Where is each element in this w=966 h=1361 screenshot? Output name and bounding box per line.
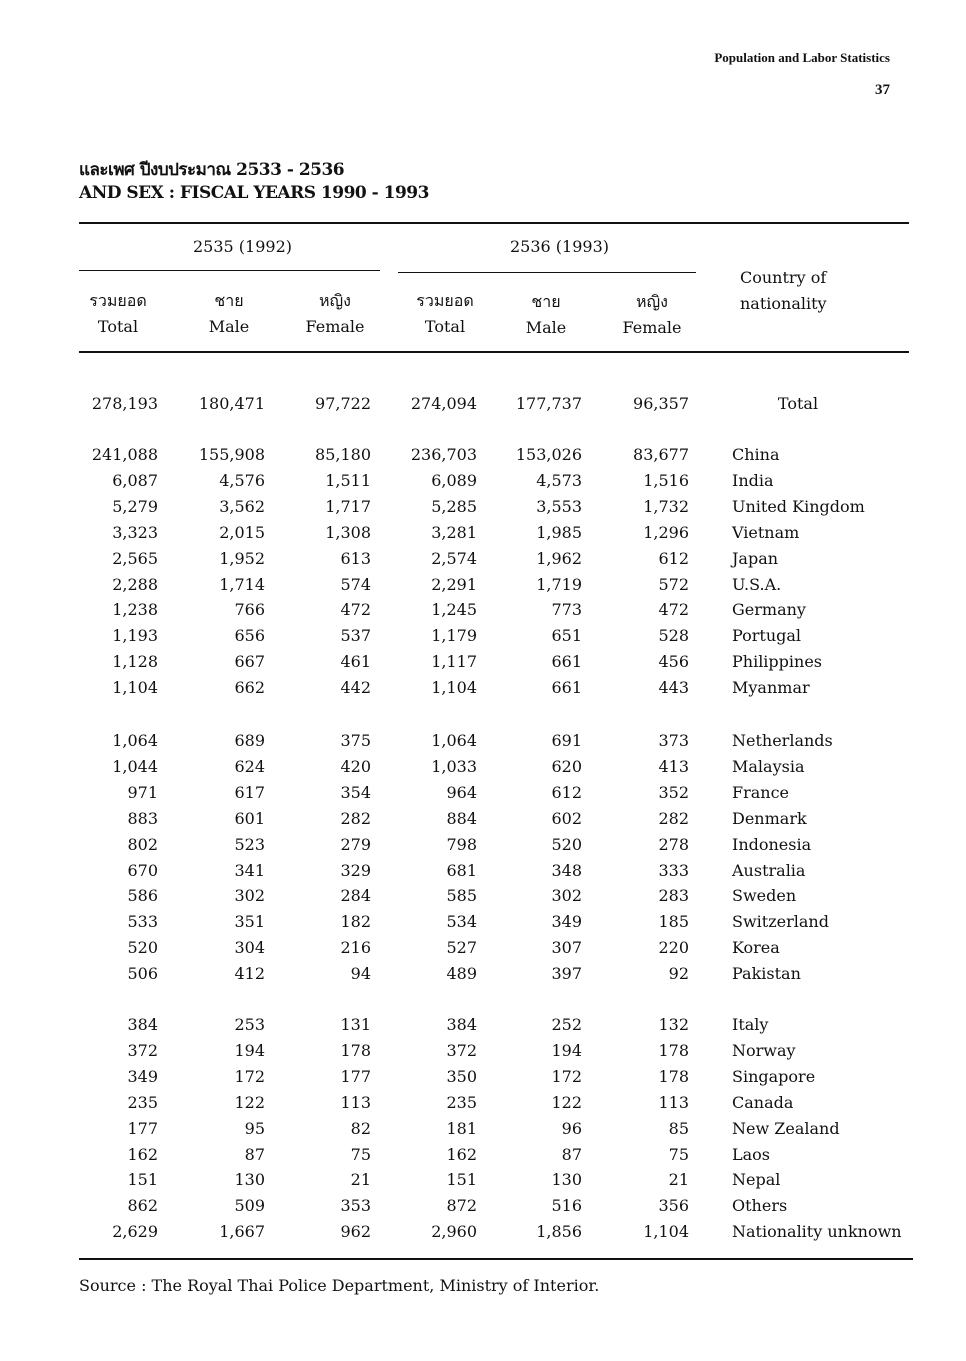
table-cell: 528 — [658, 626, 689, 646]
table-cell: 113 — [658, 1092, 689, 1112]
table-row — [0, 600, 966, 626]
country-label: Singapore — [732, 1066, 816, 1086]
table-cell: 194 — [234, 1040, 265, 1060]
header-rule — [79, 351, 909, 353]
table-cell: 282 — [340, 808, 371, 828]
table-cell: 964 — [446, 782, 477, 802]
table-cell: 307 — [551, 938, 582, 958]
table-cell: 2,015 — [219, 522, 265, 542]
table-row — [0, 1067, 966, 1093]
table-cell: 624 — [234, 756, 265, 776]
table-cell: 773 — [551, 600, 582, 620]
year-group-1992: 2535 (1992) — [193, 237, 293, 256]
table-cell: 373 — [658, 731, 689, 750]
table-cell: 691 — [551, 731, 582, 750]
table-cell: 802 — [127, 834, 158, 854]
table-cell: 884 — [446, 808, 477, 828]
table-cell: 1,033 — [431, 756, 477, 776]
table-cell: 83,677 — [633, 445, 689, 464]
country-label: Myanmar — [732, 678, 810, 698]
table-row — [0, 471, 966, 497]
source-note: Source : The Royal Thai Police Department, Ministry of Interior. — [79, 1276, 600, 1295]
table-cell: 2,629 — [112, 1222, 158, 1242]
country-label: Italy — [732, 1015, 769, 1034]
country-label: China — [732, 445, 780, 464]
country-label: Philippines — [732, 652, 823, 672]
table-cell: 356 — [658, 1196, 689, 1216]
table-cell: 472 — [340, 600, 371, 620]
table-cell: 1,179 — [431, 626, 477, 646]
col-head-thai: รวมยอด — [89, 291, 147, 310]
table-cell: 413 — [658, 756, 689, 776]
table-cell: 162 — [127, 1144, 158, 1164]
table-cell: 352 — [658, 782, 689, 802]
country-label: Korea — [732, 938, 780, 958]
table-cell: 3,281 — [431, 522, 477, 542]
table-cell: 341 — [234, 860, 265, 880]
table-cell: 872 — [446, 1196, 477, 1216]
table-cell: 1,717 — [325, 496, 371, 516]
table-cell: 151 — [446, 1170, 477, 1190]
year-group-1993: 2536 (1993) — [510, 237, 610, 256]
table-cell: 348 — [551, 860, 582, 880]
table-cell: 1,667 — [219, 1222, 265, 1242]
table-cell: 798 — [446, 834, 477, 854]
table-cell: 177,737 — [515, 394, 582, 413]
table-cell: 1,044 — [112, 756, 158, 776]
table-row — [0, 1119, 966, 1145]
table-row — [0, 835, 966, 861]
table-cell: 82 — [350, 1118, 371, 1138]
col-head-eng: Total — [97, 317, 139, 336]
table-cell: 412 — [234, 964, 265, 984]
table-cell: 235 — [127, 1092, 158, 1112]
table-cell: 155,908 — [198, 445, 265, 464]
table-cell: 236,703 — [410, 445, 477, 464]
table-cell: 151 — [127, 1170, 158, 1190]
table-cell: 520 — [127, 938, 158, 958]
table-cell: 354 — [340, 782, 371, 802]
table-cell: 651 — [551, 626, 582, 646]
col-head-country-line: nationality — [740, 294, 827, 313]
table-cell: 1,985 — [536, 522, 582, 542]
table-cell: 670 — [127, 860, 158, 880]
table-cell: 1,516 — [643, 470, 689, 490]
col-head-eng: Female — [305, 317, 365, 336]
table-cell: 302 — [234, 886, 265, 906]
table-cell: 252 — [551, 1015, 582, 1034]
country-label: Total — [777, 394, 819, 413]
table-cell: 85,180 — [315, 445, 371, 464]
col-head-total-1992 — [80, 288, 156, 340]
table-cell: 178 — [658, 1040, 689, 1060]
country-label: Australia — [732, 860, 806, 880]
table-cell: 220 — [658, 938, 689, 958]
table-cell: 523 — [234, 834, 265, 854]
table-row — [0, 938, 966, 964]
table-cell: 132 — [658, 1015, 689, 1034]
col-head-eng: Female — [622, 318, 682, 337]
table-cell: 2,960 — [431, 1222, 477, 1242]
table-cell: 182 — [340, 912, 371, 932]
table-cell: 113 — [340, 1092, 371, 1112]
table-cell: 96,357 — [633, 394, 689, 413]
table-cell: 1,719 — [536, 574, 582, 594]
country-label: Norway — [732, 1040, 796, 1060]
table-cell: 4,573 — [536, 470, 582, 490]
table-cell: 75 — [350, 1144, 371, 1164]
table-cell: 1,064 — [431, 731, 477, 750]
table-row — [0, 1015, 966, 1041]
country-label: New Zealand — [732, 1118, 840, 1138]
table-cell: 4,576 — [219, 470, 265, 490]
table-cell: 971 — [127, 782, 158, 802]
table-cell: 177 — [340, 1066, 371, 1086]
table-cell: 2,291 — [431, 574, 477, 594]
table-cell: 153,026 — [515, 445, 582, 464]
table-cell: 1,128 — [112, 652, 158, 672]
country-label: Pakistan — [732, 964, 801, 984]
table-cell: 185 — [658, 912, 689, 932]
table-cell: 372 — [127, 1040, 158, 1060]
table-cell: 122 — [551, 1092, 582, 1112]
table-row — [0, 1170, 966, 1196]
table-cell: 282 — [658, 808, 689, 828]
table-cell: 613 — [340, 548, 371, 568]
col-head-thai: หญิง — [319, 291, 351, 310]
table-cell: 489 — [446, 964, 477, 984]
bottom-rule — [79, 1258, 913, 1260]
table-cell: 350 — [446, 1066, 477, 1086]
table-cell: 442 — [340, 678, 371, 698]
table-cell: 180,471 — [198, 394, 265, 413]
table-cell: 612 — [551, 782, 582, 802]
country-label: France — [732, 782, 790, 802]
col-head-thai: หญิง — [636, 292, 668, 311]
table-cell: 617 — [234, 782, 265, 802]
table-cell: 1,117 — [431, 652, 477, 672]
table-cell: 456 — [658, 652, 689, 672]
table-cell: 661 — [551, 652, 582, 672]
table-row — [0, 1196, 966, 1222]
table-cell: 172 — [234, 1066, 265, 1086]
table-cell: 3,553 — [536, 496, 582, 516]
table-cell: 278 — [658, 834, 689, 854]
col-head-female-1992 — [300, 288, 370, 340]
top-rule — [79, 222, 909, 224]
table-cell: 75 — [668, 1144, 689, 1164]
table-cell: 96 — [561, 1118, 582, 1138]
table-cell: 162 — [446, 1144, 477, 1164]
table-cell: 274,094 — [410, 394, 477, 413]
table-cell: 689 — [234, 731, 265, 750]
table-row — [0, 575, 966, 601]
table-cell: 397 — [551, 964, 582, 984]
table-cell: 509 — [234, 1196, 265, 1216]
table-row — [0, 912, 966, 938]
table-cell: 472 — [658, 600, 689, 620]
country-label: Nepal — [732, 1170, 781, 1190]
table-cell: 1,308 — [325, 522, 371, 542]
table-row — [0, 1093, 966, 1119]
col-head-eng: Male — [525, 318, 567, 337]
table-cell: 3,562 — [219, 496, 265, 516]
col-head-country-line: Country of — [740, 268, 827, 287]
col-head-thai: ชาย — [214, 291, 244, 310]
table-cell: 420 — [340, 756, 371, 776]
table-cell: 1,511 — [325, 470, 371, 490]
table-cell: 181 — [446, 1118, 477, 1138]
table-cell: 1,104 — [112, 678, 158, 698]
country-label: United Kingdom — [732, 496, 865, 516]
table-cell: 6,089 — [431, 470, 477, 490]
table-cell: 302 — [551, 886, 582, 906]
table-title-thai: และเพศ ปีงบประมาณ 2533 - 2536 — [79, 160, 345, 180]
table-cell: 131 — [340, 1015, 371, 1034]
country-label: Netherlands — [732, 731, 833, 750]
table-row — [0, 861, 966, 887]
country-label: Canada — [732, 1092, 794, 1112]
country-label: Japan — [732, 548, 779, 568]
col-head-male-1993 — [514, 289, 578, 341]
col-head-total-1993 — [410, 288, 480, 340]
table-row — [0, 757, 966, 783]
table-cell: 862 — [127, 1196, 158, 1216]
table-row — [0, 886, 966, 912]
table-row — [0, 783, 966, 809]
table-cell: 1,856 — [536, 1222, 582, 1242]
total-row — [0, 394, 966, 420]
table-cell: 85 — [668, 1118, 689, 1138]
col-head-thai: ชาย — [531, 292, 561, 311]
country-label: Vietnam — [732, 522, 800, 542]
table-cell: 527 — [446, 938, 477, 958]
table-cell: 241,088 — [91, 445, 158, 464]
table-cell: 1,296 — [643, 522, 689, 542]
table-cell: 130 — [551, 1170, 582, 1190]
table-cell: 329 — [340, 860, 371, 880]
table-row — [0, 445, 966, 471]
table-cell: 130 — [234, 1170, 265, 1190]
table-cell: 284 — [340, 886, 371, 906]
table-cell: 1,064 — [112, 731, 158, 750]
table-cell: 375 — [340, 731, 371, 750]
table-cell: 372 — [446, 1040, 477, 1060]
table-cell: 94 — [350, 964, 371, 984]
table-row — [0, 523, 966, 549]
table-cell: 122 — [234, 1092, 265, 1112]
table-cell: 216 — [340, 938, 371, 958]
table-cell: 353 — [340, 1196, 371, 1216]
table-row — [0, 626, 966, 652]
table-cell: 6,087 — [112, 470, 158, 490]
country-label: Portugal — [732, 626, 802, 646]
table-cell: 333 — [658, 860, 689, 880]
col-head-country — [740, 265, 827, 317]
table-cell: 667 — [234, 652, 265, 672]
country-label: Sweden — [732, 886, 797, 906]
table-cell: 572 — [658, 574, 689, 594]
table-cell: 2,574 — [431, 548, 477, 568]
table-row — [0, 497, 966, 523]
table-cell: 92 — [668, 964, 689, 984]
country-label: Germany — [732, 600, 806, 620]
country-label: Denmark — [732, 808, 807, 828]
table-cell: 1,238 — [112, 600, 158, 620]
col-head-eng: Total — [424, 317, 466, 336]
table-cell: 235 — [446, 1092, 477, 1112]
table-row — [0, 1041, 966, 1067]
table-cell: 1,952 — [219, 548, 265, 568]
table-cell: 3,323 — [112, 522, 158, 542]
table-cell: 21 — [668, 1170, 689, 1190]
table-cell: 253 — [234, 1015, 265, 1034]
table-cell: 537 — [340, 626, 371, 646]
table-row — [0, 652, 966, 678]
table-row — [0, 678, 966, 704]
table-row — [0, 1145, 966, 1171]
table-cell: 21 — [350, 1170, 371, 1190]
table-cell: 2,288 — [112, 574, 158, 594]
col-head-female-1993 — [616, 289, 688, 341]
table-cell: 95 — [244, 1118, 265, 1138]
table-cell: 87 — [561, 1144, 582, 1164]
table-cell: 661 — [551, 678, 582, 698]
table-cell: 612 — [658, 548, 689, 568]
country-label: Malaysia — [732, 756, 805, 776]
table-cell: 620 — [551, 756, 582, 776]
table-cell: 766 — [234, 600, 265, 620]
table-cell: 962 — [340, 1222, 371, 1242]
table-row — [0, 1222, 966, 1248]
table-cell: 585 — [446, 886, 477, 906]
table-row — [0, 964, 966, 990]
table-cell: 283 — [658, 886, 689, 906]
table-cell: 586 — [127, 886, 158, 906]
table-cell: 1,732 — [643, 496, 689, 516]
page-number: 37 — [875, 82, 890, 98]
table-cell: 279 — [340, 834, 371, 854]
table-cell: 681 — [446, 860, 477, 880]
year-rule-1993 — [398, 272, 696, 273]
table-cell: 533 — [127, 912, 158, 932]
table-cell: 349 — [127, 1066, 158, 1086]
table-cell: 87 — [244, 1144, 265, 1164]
col-head-eng: Male — [208, 317, 250, 336]
country-label: Others — [732, 1196, 788, 1216]
table-cell: 506 — [127, 964, 158, 984]
table-cell: 1,104 — [431, 678, 477, 698]
table-cell: 443 — [658, 678, 689, 698]
table-cell: 601 — [234, 808, 265, 828]
table-cell: 461 — [340, 652, 371, 672]
table-cell: 1,104 — [643, 1222, 689, 1242]
table-cell: 1,962 — [536, 548, 582, 568]
country-label: India — [732, 470, 774, 490]
country-label: Switzerland — [732, 912, 829, 932]
table-cell: 304 — [234, 938, 265, 958]
table-cell: 1,245 — [431, 600, 477, 620]
table-cell: 656 — [234, 626, 265, 646]
table-cell: 351 — [234, 912, 265, 932]
table-cell: 172 — [551, 1066, 582, 1086]
table-row — [0, 549, 966, 575]
table-cell: 662 — [234, 678, 265, 698]
table-cell: 516 — [551, 1196, 582, 1216]
table-cell: 384 — [446, 1015, 477, 1034]
table-cell: 520 — [551, 834, 582, 854]
table-cell: 384 — [127, 1015, 158, 1034]
table-title-english: AND SEX : FISCAL YEARS 1990 - 1993 — [79, 183, 429, 203]
table-cell: 178 — [658, 1066, 689, 1086]
table-cell: 349 — [551, 912, 582, 932]
running-header: Population and Labor Statistics — [714, 50, 890, 65]
country-label: Indonesia — [732, 834, 812, 854]
table-cell: 2,565 — [112, 548, 158, 568]
table-cell: 177 — [127, 1118, 158, 1138]
table-cell: 1,714 — [219, 574, 265, 594]
table-cell: 574 — [340, 574, 371, 594]
table-cell: 278,193 — [91, 394, 158, 413]
country-label: U.S.A. — [732, 574, 782, 594]
table-cell: 1,193 — [112, 626, 158, 646]
table-cell: 194 — [551, 1040, 582, 1060]
country-label: Laos — [732, 1144, 771, 1164]
col-head-thai: รวมยอด — [416, 291, 474, 310]
table-cell: 602 — [551, 808, 582, 828]
table-cell: 5,279 — [112, 496, 158, 516]
table-cell: 97,722 — [315, 394, 371, 413]
table-cell: 534 — [446, 912, 477, 932]
country-label: Nationality unknown — [732, 1222, 902, 1242]
table-cell: 5,285 — [431, 496, 477, 516]
year-rule-1992 — [79, 270, 380, 271]
col-head-male-1992 — [198, 288, 260, 340]
table-row — [0, 731, 966, 757]
table-cell: 178 — [340, 1040, 371, 1060]
table-row — [0, 809, 966, 835]
table-cell: 883 — [127, 808, 158, 828]
